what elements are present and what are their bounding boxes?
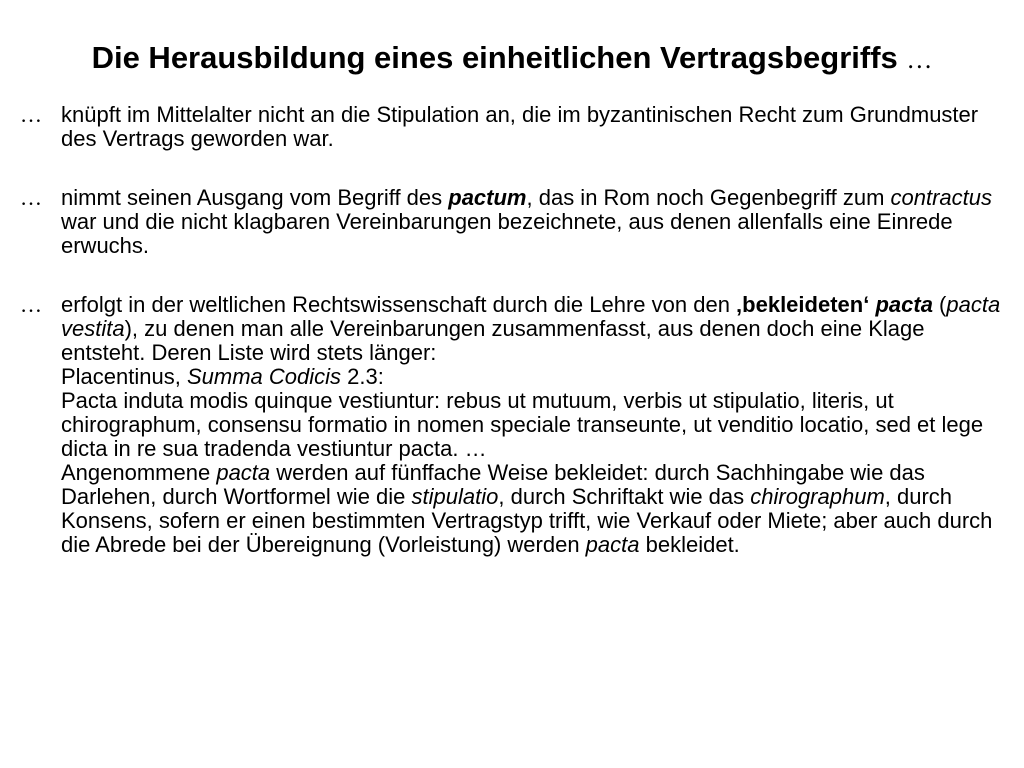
bullet-item-3 — [20, 293, 1010, 365]
bullet-marker: … — [20, 292, 42, 317]
translation-text: Angenommene — [61, 460, 217, 485]
bullet-text: erfolgt in der weltlichen Rechtswissenschaft durch die Lehre von den — [61, 292, 737, 317]
bullet-item-2 — [20, 186, 1010, 258]
term-stipulatio: stipulatio — [411, 484, 499, 509]
citation-work: Summa Codicis — [186, 364, 342, 389]
title-ellipsis: … — [906, 45, 933, 74]
term-pacta: pacta — [585, 532, 640, 557]
translation — [20, 461, 1010, 557]
bullet-text: ( — [932, 292, 947, 317]
translation-text: werden auf fünffache Weise bekleidet: durch Sachhingabe wie das Darlehen, durch Wortformel wie die — [61, 460, 925, 509]
term-bekleideten: ‚bekleideten‘ — [736, 292, 870, 317]
latin-quote — [20, 389, 1010, 461]
slide-body — [20, 103, 1010, 557]
title-text: Die Herausbildung eines einheitlichen Vertragsbegriffs — [91, 40, 898, 75]
term-chirographum: chirographum — [750, 484, 885, 509]
term-pacta: pacta — [216, 460, 271, 485]
term-pactum: pactum — [448, 185, 527, 210]
bullet-marker: … — [20, 185, 42, 210]
bullet-marker: … — [20, 102, 42, 127]
bullet-text: , das in Rom noch Gegenbegriff zum — [526, 185, 891, 210]
bullet-text: knüpft im Mittelalter nicht an die Stipulation an, die im byzantinischen Recht zum Grundmuster des Vertrags geworden war. — [61, 102, 979, 151]
translation-text: , durch Schriftakt wie das — [498, 484, 751, 509]
bullet-text: nimmt seinen Ausgang vom Begriff des — [61, 185, 449, 210]
term-pacta-vestita: pacta vestita — [61, 292, 1001, 341]
translation-text: , durch Konsens, sofern er einen bestimmten Vertragstyp trifft, wie Verkauf oder Miete; aber auch durch die Abrede bei der Übereignung (Vorleistung) werden — [61, 484, 993, 557]
translation-text: bekleidet. — [639, 532, 740, 557]
term-pacta: pacta — [875, 292, 933, 317]
quote-text: Pacta induta modis quinque vestiuntur: rebus ut mutuum, verbis ut stipulatio, literis, ut chirographum, consensu formatio in nomen speciale transeunte, ut venditio locatio, sed et lege dicta in re sua tradenda vestiuntur pacta. … — [61, 388, 984, 461]
bullet-text: ), zu denen man alle Vereinbarungen zusammenfasst, aus denen doch eine Klage entsteht. Deren Liste wird stets länger: — [61, 316, 925, 365]
term-contractus: contractus — [890, 185, 993, 210]
slide-title — [0, 38, 1024, 80]
citation — [20, 365, 1010, 389]
citation-author: Placentinus, — [61, 364, 187, 389]
bullet-text: war und die nicht klagbaren Vereinbarungen bezeichnete, aus denen allenfalls eine Einrede erwuchs. — [61, 209, 953, 258]
citation-ref: 2.3: — [341, 364, 384, 389]
bullet-item-1 — [20, 103, 1010, 151]
